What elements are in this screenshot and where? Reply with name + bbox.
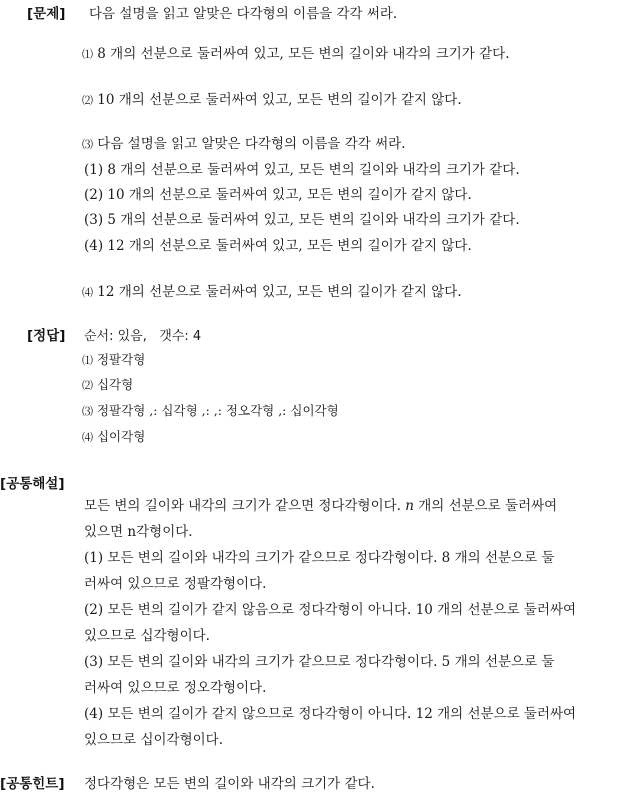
problem-intro: 다음 설명을 읽고 알맞은 다각형의 이름을 각각 써라. (89, 6, 398, 22)
answer-meta: 순서: 있음, 갯수: 4 (84, 329, 202, 344)
problem-subitem-2: (2) 10 개의 선분으로 둘러싸여 있고, 모든 변의 길이가 같지 않다. (84, 187, 472, 203)
item-text: 10 개의 선분으로 둘러싸여 있고, 모든 변의 길이가 같지 않다. (97, 92, 462, 108)
explanation-line-4: 러싸여 있으므로 정팔각형이다. (84, 576, 267, 592)
line-text: 개의 선분으로 둘러싸여 (413, 498, 558, 514)
problem-subitem-4: (4) 12 개의 선분으로 둘러싸여 있고, 모든 변의 길이가 같지 않다. (84, 238, 472, 254)
answer-tag: [정답] (27, 328, 66, 344)
item-marker: ⑵ (82, 94, 93, 107)
hint-tag: [공통힌트] (0, 776, 65, 792)
explanation-line-6: 있으므로 십각형이다. (84, 628, 210, 644)
line-text: 모든 변의 길이와 내각의 크기가 같으면 정다각형이다. (84, 498, 406, 514)
item-marker: ⑶ (82, 405, 93, 418)
item-text: 다음 설명을 읽고 알맞은 다각형의 이름을 각각 써라. (97, 136, 406, 152)
explanation-line-3: (1) 모든 변의 길이와 내각의 크기가 같으므로 정다각형이다. 8 개의 선분으로 둘 (84, 550, 555, 566)
item-marker: ⑴ (82, 48, 93, 61)
hint-text: 정다각형은 모든 변의 길이와 내각의 크기가 같다. (84, 776, 375, 792)
item-text: 십이각형 (96, 429, 146, 444)
problem-subitem-1: (1) 8 개의 선분으로 둘러싸여 있고, 모든 변의 길이와 내각의 크기가 같다. (84, 162, 520, 178)
problem-item-3 (82, 132, 406, 152)
item-marker: ⑷ (82, 286, 93, 299)
problem-item-4 (82, 280, 462, 300)
item-text: 12 개의 선분으로 둘러싸여 있고, 모든 변의 길이가 같지 않다. (97, 284, 462, 300)
answer-item-3 (82, 401, 339, 419)
item-text: 8 개의 선분으로 둘러싸여 있고, 모든 변의 길이와 내각의 크기가 같다. (97, 46, 510, 62)
problem-tag: [문제] (27, 6, 66, 22)
item-marker: ⑵ (82, 379, 93, 392)
item-marker: ⑷ (82, 431, 93, 444)
explanation-line-2: 있으면 n각형이다. (84, 524, 193, 540)
item-marker: ⑶ (82, 138, 93, 151)
problem-item-1 (82, 42, 510, 62)
problem-item-2 (82, 88, 462, 108)
item-text: 정팔각형 (96, 352, 146, 367)
item-text: 십각형 (96, 377, 134, 392)
explanation-line-8: 러싸여 있으므로 정오각형이다. (84, 680, 267, 696)
answer-item-4 (82, 427, 145, 445)
item-marker: ⑴ (82, 354, 93, 367)
item-text: 정팔각형 ,: 십각형 ,: ,: 정오각형 ,: 십이각형 (96, 403, 339, 418)
explanation-tag: [공통해설] (0, 476, 65, 492)
explanation-line-1 (84, 494, 557, 514)
math-variable: n (405, 498, 414, 514)
explanation-line-5: (2) 모든 변의 길이가 같지 않음으로 정다각형이 아니다. 10 개의 선분으로 둘러싸여 (84, 602, 577, 618)
explanation-line-10: 있으므로 십이각형이다. (84, 732, 223, 748)
answer-item-1 (82, 350, 145, 368)
problem-subitem-3: (3) 5 개의 선분으로 둘러싸여 있고, 모든 변의 길이와 내각의 크기가 같다. (84, 212, 520, 228)
explanation-line-9: (4) 모든 변의 길이가 같지 않으므로 정다각형이 아니다. 12 개의 선분으로 둘러싸여 (84, 706, 577, 722)
explanation-line-7: (3) 모든 변의 길이와 내각의 크기가 같으므로 정다각형이다. 5 개의 선분으로 둘 (84, 654, 555, 670)
answer-item-2 (82, 375, 133, 393)
